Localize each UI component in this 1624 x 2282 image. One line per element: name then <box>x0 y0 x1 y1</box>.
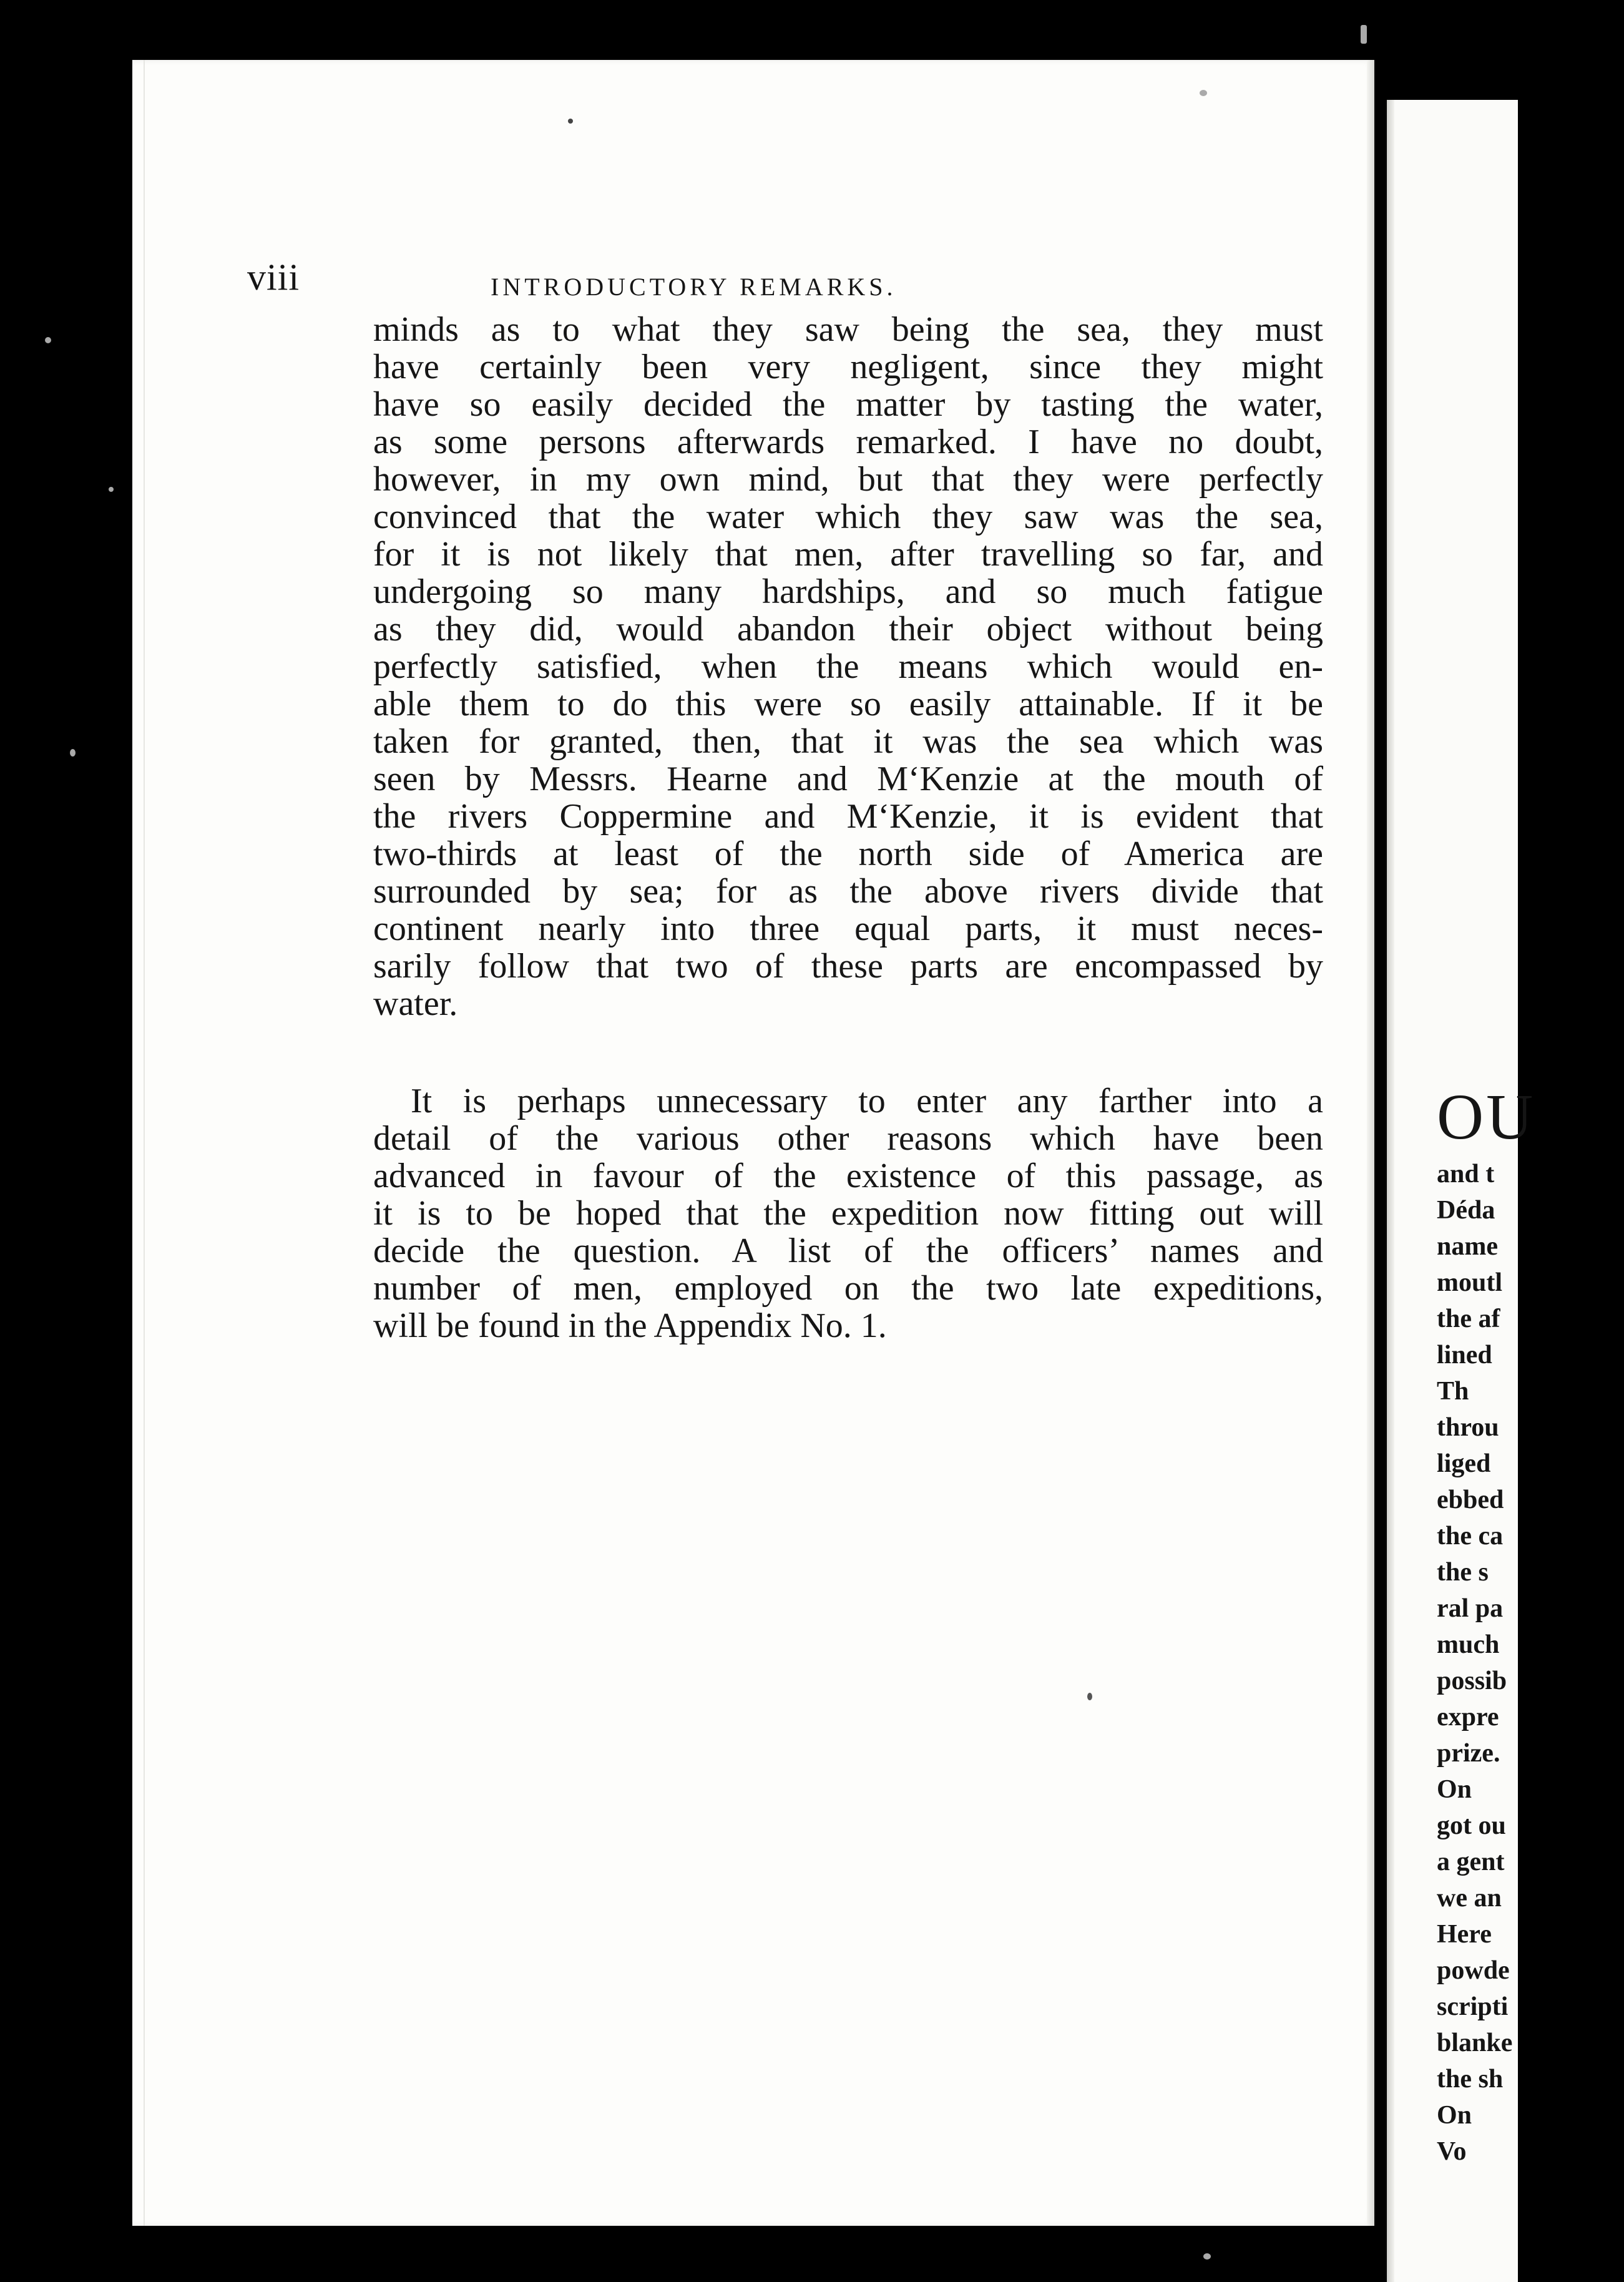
text-line: decide the question. A list of the officers’ names and <box>373 1232 1323 1270</box>
text-line: It is perhaps unnecessary to enter any farther into a <box>411 1082 1323 1120</box>
text-line: convinced that the water which they saw was the sea, <box>373 497 1323 536</box>
dust-speck <box>1203 2253 1211 2260</box>
text-line: as they did, would abandon their object without being <box>373 610 1323 649</box>
text-line: for it is not likely that men, after travelling so far, and <box>373 535 1323 574</box>
text-line: ebbed <box>1437 1486 1504 1514</box>
text-line: surrounded by sea; for as the above rivers divide that <box>373 872 1323 911</box>
text-line: taken for granted, then, that it was the sea which was <box>373 722 1323 761</box>
text-line: got ou <box>1437 1811 1506 1840</box>
text-line: minds as to what they saw being the sea, they must <box>373 310 1323 349</box>
text-line: have certainly been very negligent, since they might <box>373 348 1323 386</box>
drop-cap: OU <box>1437 1081 1536 1153</box>
paragraph-1 <box>373 311 1323 1022</box>
text-line: we an <box>1437 1884 1502 1912</box>
text-line: the rivers Coppermine and M‘Kenzie, it is evident that <box>373 797 1323 836</box>
dust-speck <box>568 119 573 124</box>
text-line: seen by Messrs. Hearne and M‘Kenzie at the mouth of <box>373 760 1323 798</box>
text-line: a gent <box>1437 1848 1505 1876</box>
running-head-title: INTRODUCTORY REMARKS. <box>491 273 897 301</box>
text-line: water. <box>373 984 458 1023</box>
dust-speck <box>1361 25 1367 44</box>
text-line: prize. <box>1437 1739 1500 1768</box>
text-line: number of men, employed on the two late expeditions, <box>373 1269 1323 1308</box>
dust-speck <box>109 487 114 492</box>
text-line: continent nearly into three equal parts, it must neces- <box>373 909 1323 948</box>
text-line: throu <box>1437 1413 1499 1442</box>
text-line: lined <box>1437 1341 1492 1369</box>
text-line: much <box>1437 1630 1500 1659</box>
text-line: blanke <box>1437 2029 1513 2057</box>
text-line: will be found in the Appendix No. 1. <box>373 1306 887 1345</box>
text-line: two-thirds at least of the north side of America are <box>373 835 1323 873</box>
text-line: Th <box>1437 1377 1469 1406</box>
text-line: detail of the various other reasons which have been <box>373 1119 1323 1158</box>
text-line: the af <box>1437 1305 1500 1333</box>
text-line: however, in my own mind, but that they were perfectly <box>373 460 1323 499</box>
dust-speck <box>1200 90 1207 96</box>
paragraph-2 <box>373 1082 1323 1344</box>
right-page <box>1387 100 1536 2282</box>
text-line: ral pa <box>1437 1594 1504 1623</box>
paragraph-gap <box>373 1022 1323 1082</box>
text-line: perfectly satisfied, when the means which would en- <box>373 647 1323 686</box>
dust-speck <box>70 749 76 757</box>
text-line: advanced in favour of the existence of this passage, as <box>373 1157 1323 1195</box>
text-line: have so easily decided the matter by tasting the water, <box>373 385 1323 424</box>
text-line: Vo <box>1437 2137 1467 2166</box>
right-page-text <box>1437 1081 1624 2170</box>
text-line: sarily follow that two of these parts are encompassed by <box>373 947 1323 986</box>
dust-speck <box>1087 1693 1092 1700</box>
text-line: On <box>1437 2101 1472 2130</box>
dust-speck <box>45 337 51 343</box>
text-line: able them to do this were so easily attainable. If it be <box>373 685 1323 723</box>
text-line: powde <box>1437 1956 1510 1985</box>
text-line: the sh <box>1437 2065 1504 2093</box>
text-line: name <box>1437 1232 1498 1261</box>
text-line: it is to be hoped that the expedition now fitting out will <box>373 1194 1323 1233</box>
body-text <box>373 311 1323 1344</box>
text-line: Here <box>1437 1920 1492 1949</box>
running-head <box>247 256 1096 306</box>
text-line: and t <box>1437 1160 1495 1188</box>
text-line: possib <box>1437 1667 1507 1695</box>
text-line: the s <box>1437 1558 1489 1587</box>
text-line: On <box>1437 1775 1472 1804</box>
text-line: undergoing so many hardships, and so much fatigue <box>373 572 1323 611</box>
text-line: as some persons afterwards remarked. I have no doubt, <box>373 423 1323 461</box>
text-line: scripti <box>1437 1992 1509 2021</box>
text-line: Déda <box>1437 1196 1495 1225</box>
page-number: viii <box>247 257 300 298</box>
text-line: liged <box>1437 1449 1491 1478</box>
text-line: the ca <box>1437 1522 1504 1550</box>
text-line: expre <box>1437 1703 1499 1731</box>
text-line: moutl <box>1437 1268 1502 1297</box>
